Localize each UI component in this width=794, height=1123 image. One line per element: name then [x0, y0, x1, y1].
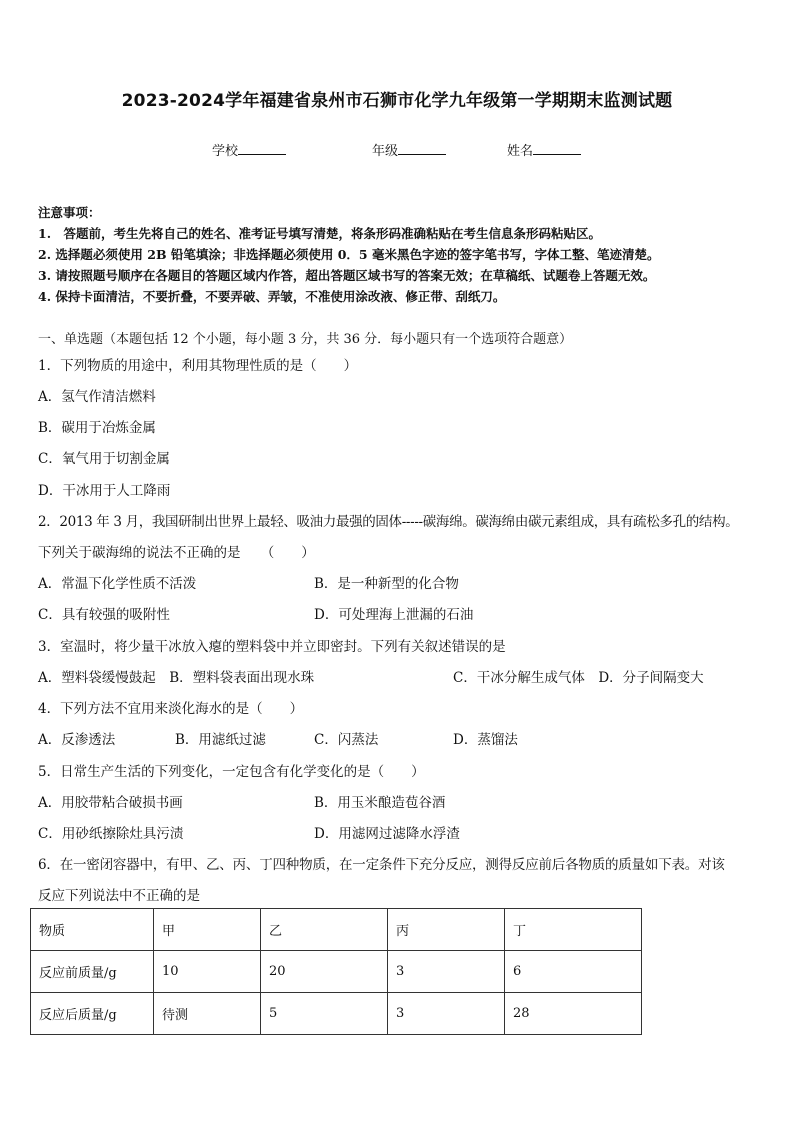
- grade-label: 年级: [372, 144, 399, 159]
- table-cell: 20: [261, 951, 388, 993]
- q2-option-c: C．具有较强的吸附性: [38, 607, 170, 623]
- q3-options-ab: A．塑料袋缓慢鼓起 B．塑料袋表面出现水珠: [38, 670, 315, 686]
- q6-stem: 6．在一密闭容器中，有甲、乙、丙、丁四种物质，在一定条件下充分反应，测得反应前后各物质的质量如下表。对该: [38, 857, 725, 873]
- q4-option-c: C．闪蒸法: [314, 732, 379, 748]
- grade-field: [372, 140, 446, 159]
- q4-option-d: D．蒸馏法: [453, 732, 518, 748]
- q2-stem: 2．2013 年 3 月，我国研制出世界上最轻、吸油力最强的固体-----碳海绵。碳海绵由碳元素组成，具有疏松多孔的结构。: [38, 514, 739, 530]
- mass-table: [30, 908, 642, 1035]
- grade-blank: [398, 142, 446, 155]
- notes-heading: 注意事项：: [38, 205, 101, 220]
- table-cell: 反应后质量/g: [31, 993, 154, 1035]
- school-label: 学校: [212, 144, 239, 159]
- name-label: 姓名: [507, 144, 534, 159]
- note-item: 3. 请按照题号顺序在各题目的答题区域内作答，超出答题区域书写的答案无效；在草稿纸、试题卷上答题无效。: [38, 268, 656, 283]
- school-blank: [238, 142, 286, 155]
- table-row: [31, 909, 642, 951]
- q5-option-d: D．用滤网过滤降水浮渣: [314, 826, 460, 842]
- q5-option-b: B．用玉米酿造苞谷酒: [314, 795, 446, 811]
- table-cell: 丙: [388, 909, 505, 951]
- q5-stem: 5．日常生产生活的下列变化，一定包含有化学变化的是（ ）: [38, 764, 425, 780]
- table-cell: 10: [154, 951, 261, 993]
- q2-option-a: A．常温下化学性质不活泼: [38, 576, 197, 592]
- q3-options-cd: C．干冰分解生成气体 D．分子间隔变大: [453, 670, 704, 686]
- table-cell: 6: [505, 951, 642, 993]
- q4-option-a: A．反渗透法: [38, 732, 116, 748]
- q2-stem-cont: 下列关于碳海绵的说法不正确的是 （ ）: [38, 545, 315, 561]
- q3-stem: 3．室温时，将少量干冰放入瘪的塑料袋中并立即密封。下列有关叙述错误的是: [38, 639, 506, 655]
- table-cell: 3: [388, 951, 505, 993]
- table-row: [31, 993, 642, 1035]
- table-cell: 28: [505, 993, 642, 1035]
- table-cell: 物质: [31, 909, 154, 951]
- q1-option-c: C．氧气用于切割金属: [38, 451, 170, 467]
- note-item: 4. 保持卡面清洁，不要折叠，不要弄破、弄皱，不准使用涂改液、修正带、刮纸刀。: [38, 289, 506, 304]
- note-item: 2. 选择题必须使用 2B 铅笔填涂；非选择题必须使用 0．5 毫米黑色字迹的签字笔书写，字体工整、笔迹清楚。: [38, 247, 660, 262]
- school-field: [212, 140, 286, 159]
- table-row: [31, 951, 642, 993]
- table-cell: 反应前质量/g: [31, 951, 154, 993]
- q1-option-b: B．碳用于冶炼金属: [38, 420, 156, 436]
- q5-option-c: C．用砂纸擦除灶具污渍: [38, 826, 184, 842]
- name-blank: [533, 142, 581, 155]
- table-cell: 待测: [154, 993, 261, 1035]
- table-cell: 3: [388, 993, 505, 1035]
- q4-option-b: B．用滤纸过滤: [175, 732, 266, 748]
- section-heading: 一、单选题（本题包括 12 个小题，每小题 3 分，共 36 分．每小题只有一个选项符合题意）: [38, 332, 573, 347]
- q2-option-b: B．是一种新型的化合物: [314, 576, 459, 592]
- note-item: 1. 答题前，考生先将自己的姓名、准考证号填写清楚，将条形码准确粘贴在考生信息条形码粘贴区。: [38, 226, 602, 241]
- table-cell: 乙: [261, 909, 388, 951]
- q6-stem-cont: 反应下列说法中不正确的是: [38, 888, 200, 904]
- q2-option-d: D．可处理海上泄漏的石油: [314, 607, 474, 623]
- q1-option-d: D．干冰用于人工降雨: [38, 483, 171, 499]
- table-cell: 丁: [505, 909, 642, 951]
- name-field: [507, 140, 581, 159]
- q1-stem: 1．下列物质的用途中，利用其物理性质的是（ ）: [38, 358, 358, 374]
- table-cell: 甲: [154, 909, 261, 951]
- q4-stem: 4．下列方法不宜用来淡化海水的是（ ）: [38, 701, 304, 717]
- q5-option-a: A．用胶带粘合破损书画: [38, 795, 183, 811]
- page-title: 2023-2024学年福建省泉州市石狮市化学九年级第一学期期末监测试题: [121, 91, 673, 111]
- table-cell: 5: [261, 993, 388, 1035]
- q1-option-a: A．氢气作清洁燃料: [38, 389, 156, 405]
